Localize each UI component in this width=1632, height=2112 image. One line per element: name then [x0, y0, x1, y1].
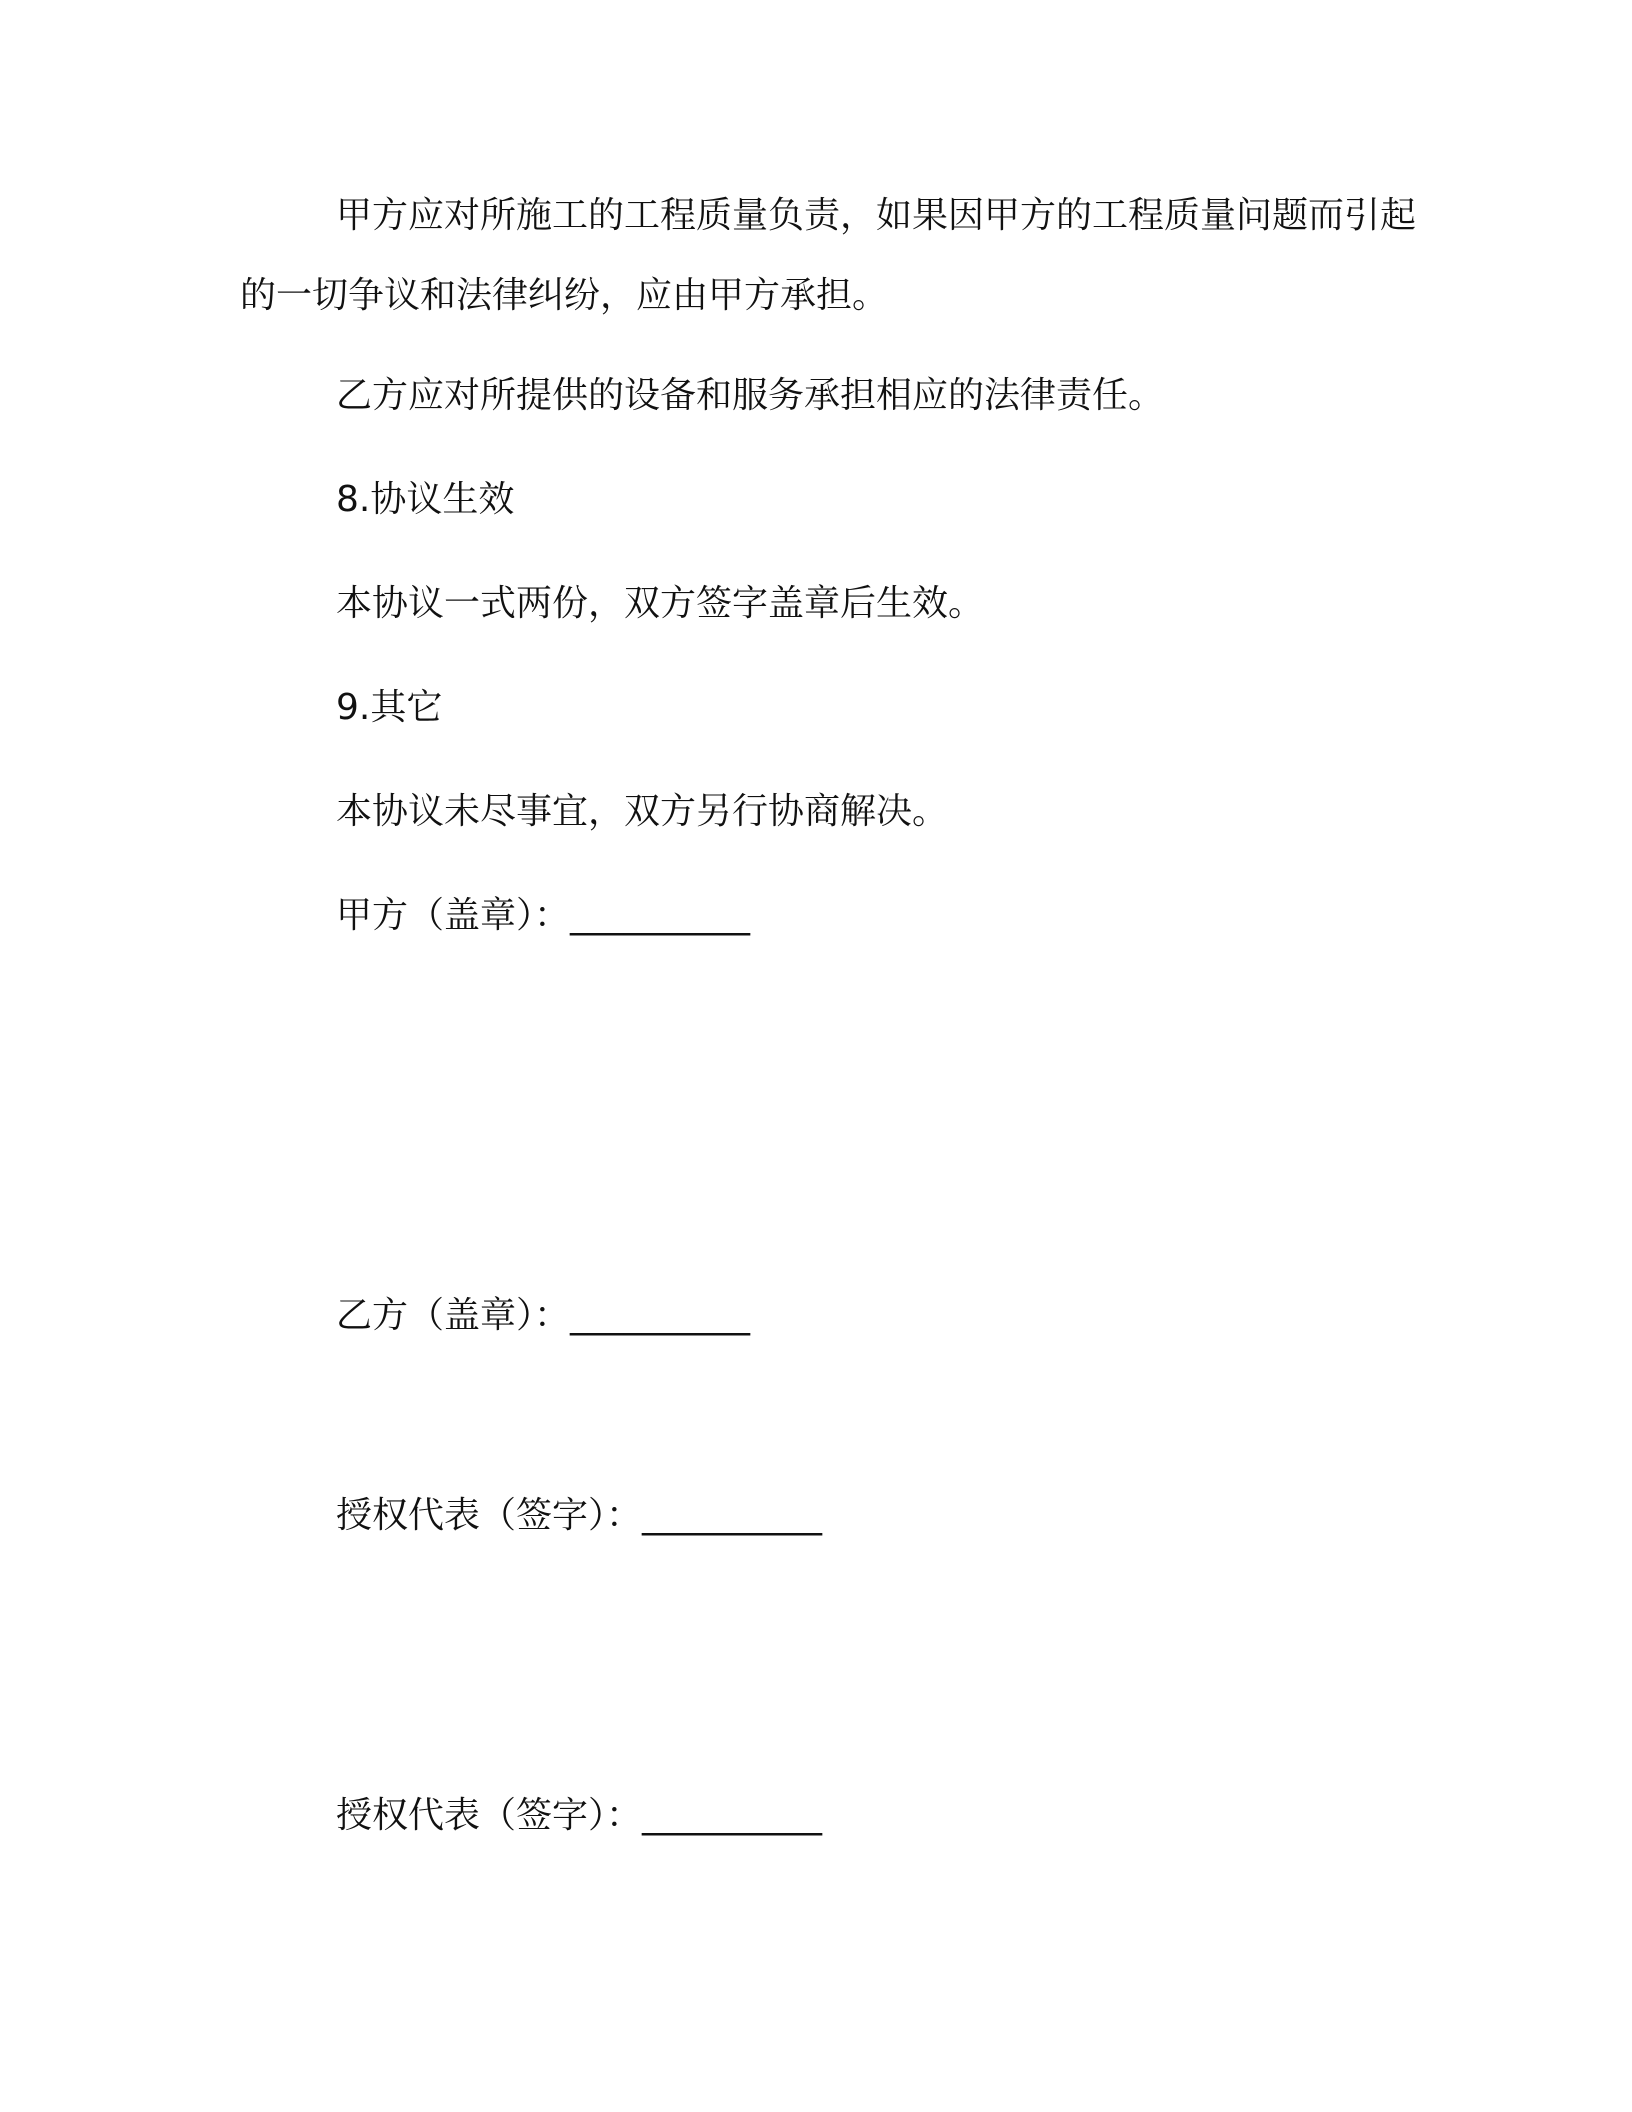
signature-blank-line: __________ — [570, 1295, 751, 1336]
paragraph-quality-responsibility: 甲方应对所施工的工程质量负责，如果因甲方的工程质量问题而引起的一切争议和法律纠纷，应由甲方承担。 — [240, 195, 1417, 316]
signature-label: 授权代表（签字）： — [336, 1795, 643, 1836]
signature-label: 授权代表（签字）： — [336, 1495, 643, 1536]
signature-authorized-rep-1 — [336, 1476, 1486, 1556]
signature-party-b — [336, 1276, 1486, 1356]
signature-blank-line: __________ — [642, 1795, 823, 1836]
paragraph-effectiveness: 本协议一式两份，双方签字盖章后生效。 — [336, 583, 985, 624]
signature-label: 乙方（盖章）： — [336, 1295, 571, 1336]
paragraph-other: 本协议未尽事宜，双方另行协商解决。 — [336, 791, 949, 832]
signature-authorized-rep-2 — [336, 1776, 1486, 1856]
signature-blank-line: __________ — [570, 895, 751, 936]
signature-party-a — [336, 876, 1486, 956]
section-heading-other: 9.其它 — [336, 687, 443, 728]
signature-label: 甲方（盖章）： — [336, 895, 571, 936]
section-heading-effectiveness: 8.协议生效 — [336, 479, 515, 520]
paragraph-party-b-responsibility: 乙方应对所提供的设备和服务承担相应的法律责任。 — [336, 375, 1165, 416]
signature-blank-line: __________ — [642, 1495, 823, 1536]
